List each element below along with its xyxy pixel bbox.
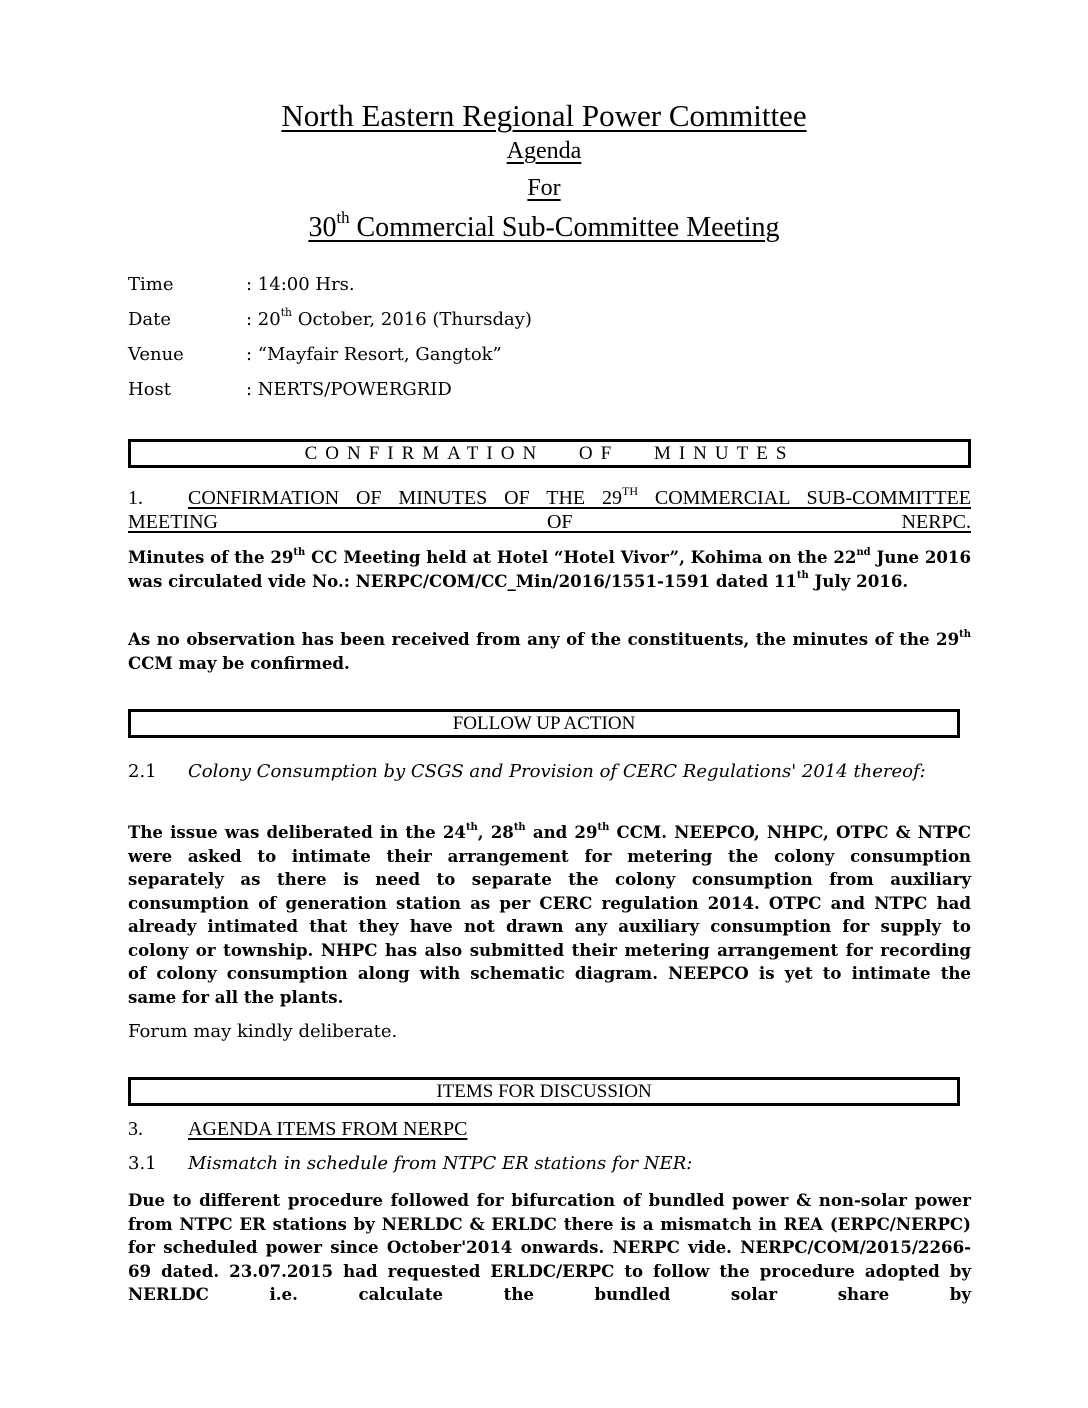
item-2-1-heading: 2.1 Colony Consumption by CSGS and Provision of CERC Regulations' 2014 thereof: [128, 761, 926, 782]
item-1-paragraph-2: As no observation has been received from any of the constituents, the minutes of the 29th CCM may be confirmed. [128, 628, 971, 673]
item-3-1-heading: 3.1 Mismatch in schedule from NTPC ER stations for NER: [128, 1153, 693, 1174]
item-2-1-paragraph: The issue was deliberated in the 24th, 28th and 29th CCM. NEEPCO, NHPC, OTPC & NTPC were asked to intimate their arrangement for metering the colony consumption separately as there is need to separate the colony consumption from auxiliary consumption of generation station as per CERC regulation 2014. OTPC and NTPC had already intimated that they have not drawn any auxiliary consumption for supply to colony or township. NHPC has also submitted their metering arrangement for recording of colony consumption along with schematic diagram. NEEPCO is yet to intimate the same for all the plants. [128, 821, 971, 1007]
for-title: For [527, 175, 561, 201]
section-box-confirmation: CONFIRMATION OF MINUTES [128, 439, 971, 468]
meeting-title: 30th Commercial Sub-Committee Meeting [308, 208, 780, 243]
item-1-heading: 1. CONFIRMATION OF MINUTES OF THE 29TH COMMERCIAL SUB-COMMITTEE MEETING OF NERPC. [128, 483, 971, 533]
section-box-discussion: ITEMS FOR DISCUSSION [128, 1077, 960, 1106]
meta-venue: Venue : “Mayfair Resort, Gangtok” [128, 344, 502, 365]
item-2-1-closing: Forum may kindly deliberate. [128, 1021, 398, 1042]
section-box-follow-up: FOLLOW UP ACTION [128, 709, 960, 738]
organization-title: North Eastern Regional Power Committee [281, 98, 807, 133]
meta-host: Host : NERTS/POWERGRID [128, 379, 452, 400]
item-1-paragraph-1: Minutes of the 29th CC Meeting held at Hotel “Hotel Vivor”, Kohima on the 22nd June 2016 was circulated vide No.: NERPC/COM/CC_Min/2016/1551-1591 dated 11th July 2016. [128, 546, 972, 591]
agenda-title: Agenda [506, 138, 582, 164]
item-3-heading: 3. AGENDA ITEMS FROM NERPC [128, 1118, 468, 1140]
meta-time: Time : 14:00 Hrs. [128, 274, 355, 295]
item-3-1-paragraph: Due to different procedure followed for bifurcation of bundled power & non-solar power from NTPC ER stations by NERLDC & ERLDC there is a mismatch in REA (ERPC/NERPC) for scheduled power since October'2014 onwards. NERPC vide. NERPC/COM/2015/2266-69 dated. 23.07.2015 had requested ERLDC/ERPC to follow the procedure adopted by NERLDC i.e. calculate the bundled solar share by [128, 1190, 971, 1304]
meta-date: Date : 20th October, 2016 (Thursday) [128, 306, 532, 330]
